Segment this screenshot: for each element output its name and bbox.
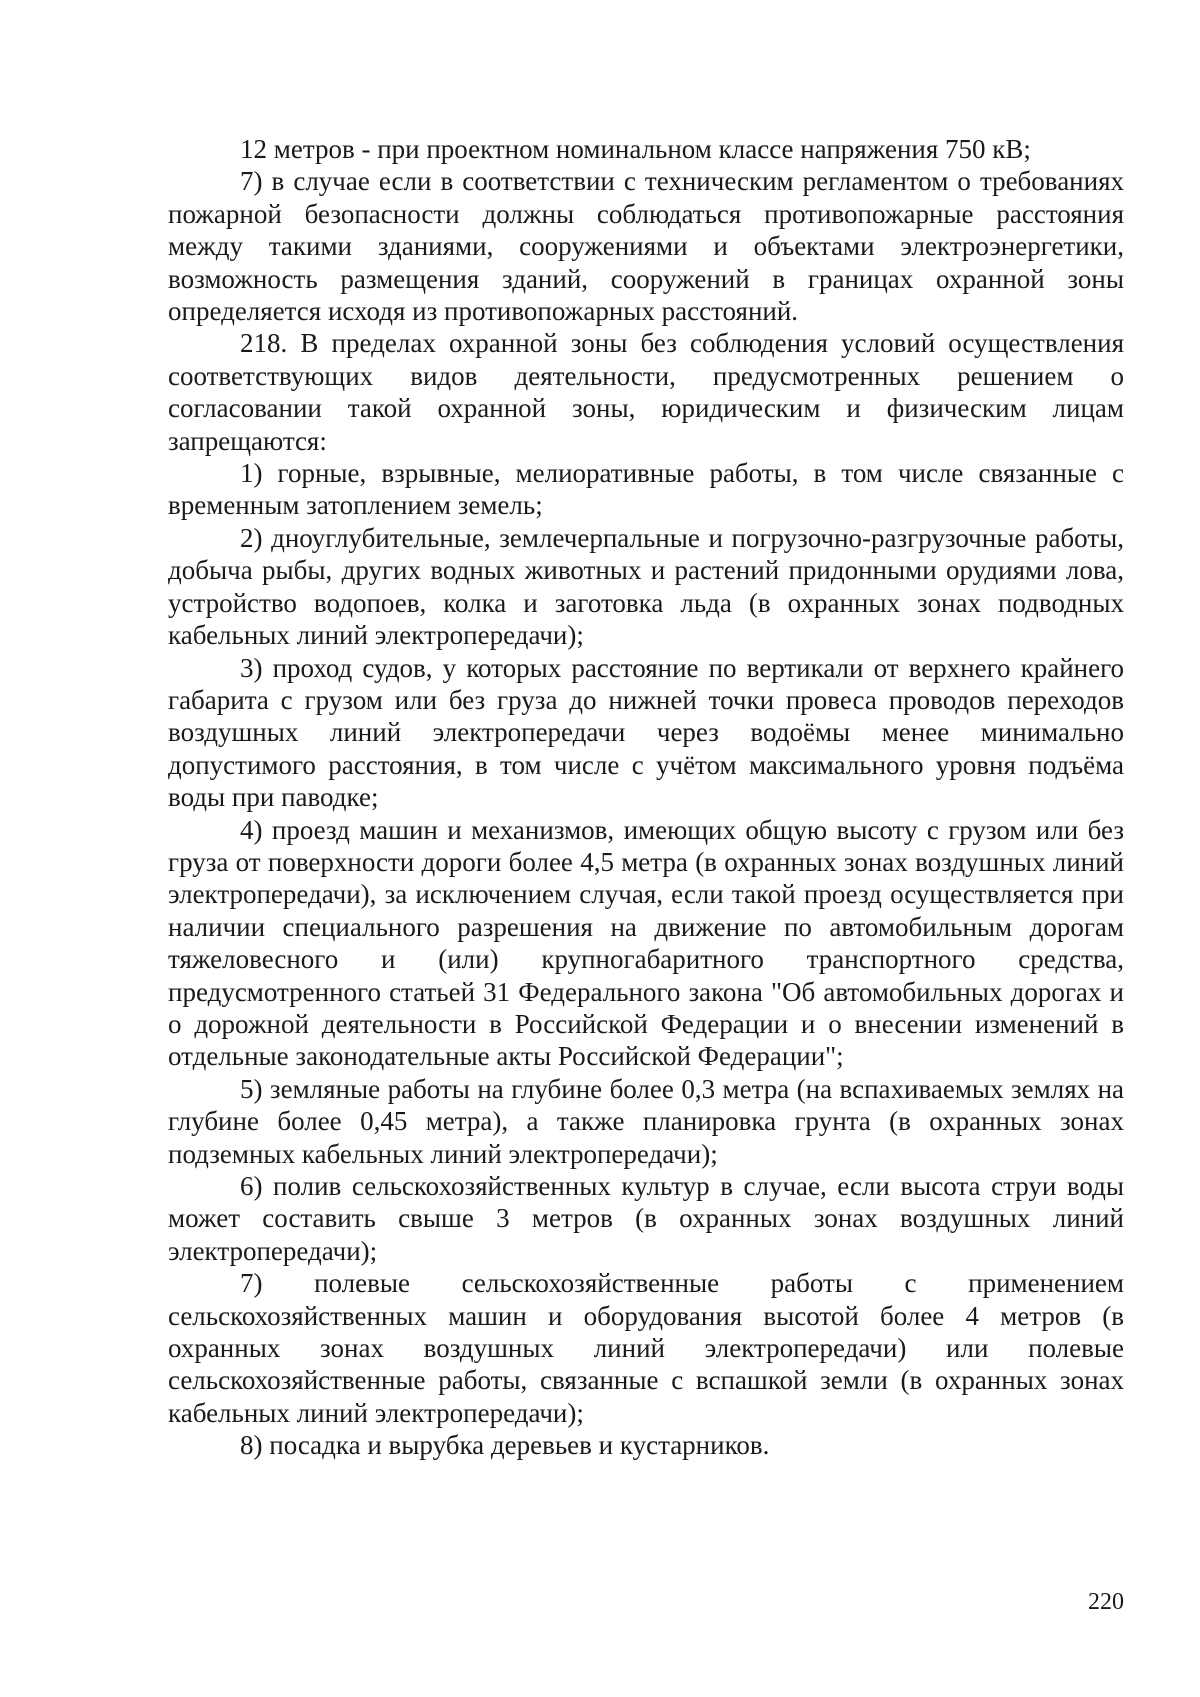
paragraph-item-1: 1) горные, взрывные, мелиоративные работы, в том числе связанные с временным затоплением земель; — [168, 458, 1124, 521]
paragraph-item-5: 5) земляные работы на глубине более 0,3 метра (на вспахиваемых землях на глубине более 0,45 метра), а также планировка грунта (в охранных зонах подземных кабельных линий электропередачи); — [168, 1073, 1124, 1169]
paragraph-clause-218: 218. В пределах охранной зоны без соблюдения условий осуществления соответствующих видов деятельности, предусмотренных решением о согласовании такой охранной зоны, юридическим и физическим лицам запрещаются: — [168, 328, 1124, 456]
paragraph-voltage-class: 12 метров - при проектном номинальном классе напряжения 750 кВ; — [240, 134, 1031, 164]
paragraph-item-7-fire-safety: 7) в случае если в соответствии с техническим регламентом о требованиях пожарной безопасности должны соблюдаться противопожарные расстояния между такими зданиями, сооружениями и объектами электроэнергетики, возможность размещения зданий, сооружений в границах охранной зоны определяется исходя из противопожарных расстояний. — [168, 166, 1124, 327]
page-number: 220 — [1088, 1589, 1124, 1615]
paragraph-item-6: 6) полив сельскохозяйственных культур в случае, если высота струи воды может составить свыше 3 метров (в охранных зонах воздушных линий электропередачи); — [168, 1171, 1124, 1266]
document-body — [168, 133, 1124, 1462]
paragraph-item-4: 4) проезд машин и механизмов, имеющих общую высоту с грузом или без груза от поверхности дороги более 4,5 метра (в охранных зонах воздушных линий электропередачи), за исключением случая, если такой проезд осуществляется при наличии специального разрешения на движение по автомобильным дорогам тяжеловесного и (или) крупногабаритного транспортного средства, предусмотренного статьей 31 Федерального закона "Об автомобильных дорогах и о дорожной деятельности в Российской Федерации и о внесении изменений в отдельные законодательные акты Российской Федерации"; — [168, 814, 1124, 1072]
paragraph-item-3: 3) проход судов, у которых расстояние по вертикали от верхнего крайнего габарита с грузом или без груза до нижней точки провеса проводов переходов воздушных линий электропередачи через водоёмы менее минимально допустимого расстояния, в том числе с учётом максимального уровня подъёма воды при паводке; — [168, 652, 1124, 813]
paragraph-item-7: 7) полевые сельскохозяйственные работы с применением сельскохозяйственных машин и оборудования высотой более 4 метров (в охранных зонах воздушных линий электропередачи) или полевые сельскохозяйственные работы, связанные с вспашкой земли (в охранных зонах кабельных линий электропередачи); — [168, 1268, 1124, 1428]
paragraph-item-8: 8) посадка и вырубка деревьев и кустарников. — [240, 1430, 770, 1461]
paragraph-item-2: 2) дноуглубительные, землечерпальные и погрузочно-разгрузочные работы, добыча рыбы, других водных животных и растений придонными орудиями лова, устройство водопоев, колка и заготовка льда (в охранных зонах подводных кабельных линий электропередачи); — [168, 522, 1124, 651]
